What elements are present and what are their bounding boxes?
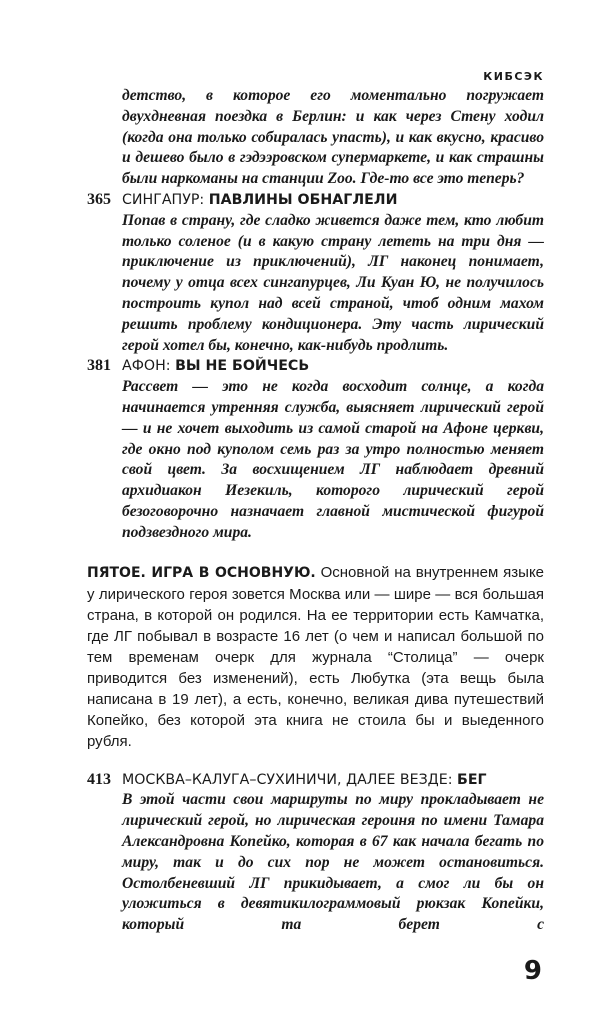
entry-title-sub: ПАВЛИНЫ ОБНАГЛЕЛИ	[208, 191, 398, 208]
entry-title-place: СИНГАПУР:	[122, 191, 205, 208]
entry-page-number: 413	[87, 770, 111, 788]
entry-title-place: АФОН:	[122, 358, 171, 375]
entry-heading-381	[87, 356, 544, 377]
entry-title-sub: ВЫ НЕ БОЙЧЕСЬ	[175, 358, 310, 375]
entry-title-sub: БЕГ	[457, 771, 487, 788]
entry-page-number: 381	[87, 357, 111, 375]
entry-heading-365	[87, 190, 544, 211]
running-head: КИБСЭК	[483, 70, 544, 83]
page-number: 9	[523, 955, 542, 986]
entry-title-place: МОСКВА–КАЛУГА–СУХИНИЧИ, ДАЛЕЕ ВЕЗДЕ:	[122, 771, 453, 788]
entry-page-number: 365	[87, 190, 111, 208]
intro-paragraph: детство, в которое его моментально погружает двухдневная поездка в Берлин: и как через Стену ходил (когда она только собиралась упасть), и как вкусно, красиво и дешево было в гэдээровском супермаркете, и как страшны были наркоманы на станции Zoo. Где-то все это теперь?	[122, 87, 544, 188]
section-lead: ПЯТОЕ. ИГРА В ОСНОВНУЮ.	[87, 564, 316, 581]
section-paragraph	[87, 562, 544, 752]
entry-text-413: В этой части свои маршруты по миру прокладывает не лирический герой, но лирическая героиня по имени Тамара Александровна Копейко, которая в 67 как начала бегать по миру, так и до сих пор не может остановиться. Остолбеневший ЛГ прикидывает, а смог ли бы он уложиться в девятикилограммовый рюкзак Копейки, который та берет с	[122, 791, 544, 934]
entry-text-381: Рассвет — это не когда восходит солнце, а когда начинается утренняя служба, выясняет лирический герой — и не хочет выходить из самой старой на Афоне церкви, где окно под куполом семь раз за утро полностью меняет свой цвет. За восхищением ЛГ наблюдает древний архидиакон Иезекиль, которого лирический герой безоговорочно назначает главной мистической фигурой подзвездного мира.	[122, 378, 544, 541]
section-text: Основной на внутреннем языке у лирического героя зовется Москва или — шире — вся большая страна, в которой он родился. На ее территории есть Камчатка, где ЛГ побывал в возрасте 16 лет (о чем и написал большой по тем временам очерк для журнала “Столица” — очерк приводится без изменений), есть Любутка (эта вещь была написана в 19 лет), а есть, конечно, великая дива путешествий Копейко, без которой эта книга не стоила бы и выеденного рубля.	[87, 563, 545, 750]
entry-heading-413	[87, 770, 544, 791]
entry-text-365: Попав в страну, где сладко живется даже тем, кто любит только соленое (и в какую страну лететь на три дня — приключение из приключений), ЛГ наконец понимает, почему у отца всех сингапурцев, Ли Куан Ю, не получилось построить купол над всей страной, чтоб одним махом решить проблему кондиционера. Эту часть лирический герой хотел бы, конечно, как-нибудь продлить.	[122, 211, 544, 354]
